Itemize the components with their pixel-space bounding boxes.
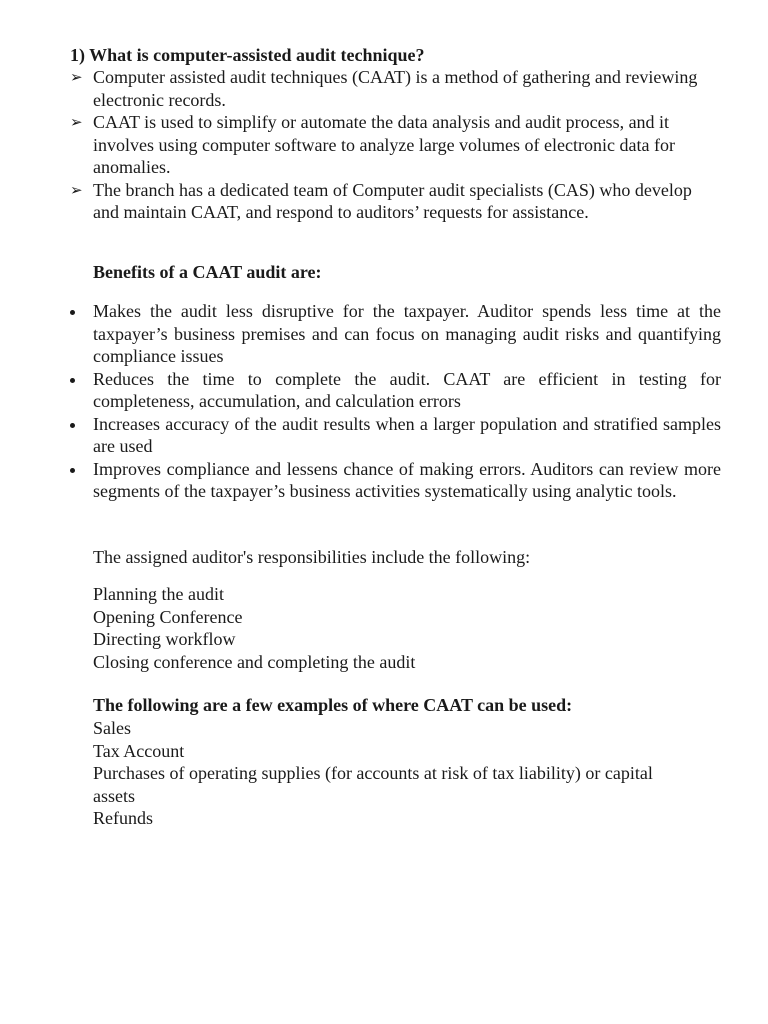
benefits-list [65,300,721,503]
benefit-text: Makes the audit less disruptive for the taxpayer. Auditor spends less time at the taxpayer’s business premises and can focus on managing audit risks and quantifying compliance issues [93,301,721,366]
example-item: Tax Account [93,740,185,761]
example-item: Refunds [93,808,153,828]
bullet-dot-icon [70,468,75,473]
arrowhead-bullet-icon: ➢ [70,180,83,199]
benefit-text: Reduces the time to complete the audit. CAAT are efficient in testing for completeness, accumulation, and calculation errors [93,368,721,411]
responsibilities-list [93,583,415,673]
bullet-dot-icon [70,310,75,315]
responsibility-item: Closing conference and completing the audit [93,651,416,672]
definition-text: Computer assisted audit techniques (CAAT) is a method of gathering and reviewing electronic records. [93,67,698,110]
benefit-text: Improves compliance and lessens chance of making errors. Auditors can review more segments of the taxpayer’s business activities systematically using analytic tools. [93,458,721,501]
definition-text: CAAT is used to simplify or automate the data analysis and audit process, and it involves using computer software to analyze large volumes of electronic data for anomalies. [93,112,675,177]
bullet-dot-icon [70,423,75,428]
definition-item [70,179,720,224]
arrowhead-bullet-icon: ➢ [70,68,83,86]
example-item: Purchases of operating supplies (for accounts at risk of tax liability) or capital assets [93,763,653,806]
benefit-item [65,413,721,458]
bullet-dot-icon [70,378,75,383]
examples-list [93,717,693,830]
benefits-heading: Benefits of a CAAT audit are: [93,262,322,282]
responsibility-item: Planning the audit [93,584,224,604]
definition-item [70,111,720,179]
example-item: Sales [93,718,131,738]
responsibilities-intro: The assigned auditor's responsibilities include the following: [93,547,531,567]
arrowhead-bullet-icon: ➢ [70,113,83,131]
examples-heading: The following are a few examples of where CAAT can be used: [93,695,573,715]
definition-list [70,66,720,224]
definition-text: The branch has a dedicated team of Computer audit specialists (CAS) who develop and maintain CAAT, and respond to auditors’ requests for assistance. [93,179,692,222]
responsibility-item: Opening Conference [93,606,243,627]
benefit-item [65,368,721,413]
benefit-item [65,458,721,503]
benefit-item [65,300,721,368]
definition-item [70,66,720,111]
benefit-text: Increases accuracy of the audit results when a larger population and stratified samples are used [93,413,721,456]
responsibility-item: Directing workflow [93,629,236,649]
question-title: 1) What is computer-assisted audit technique? [70,45,425,65]
